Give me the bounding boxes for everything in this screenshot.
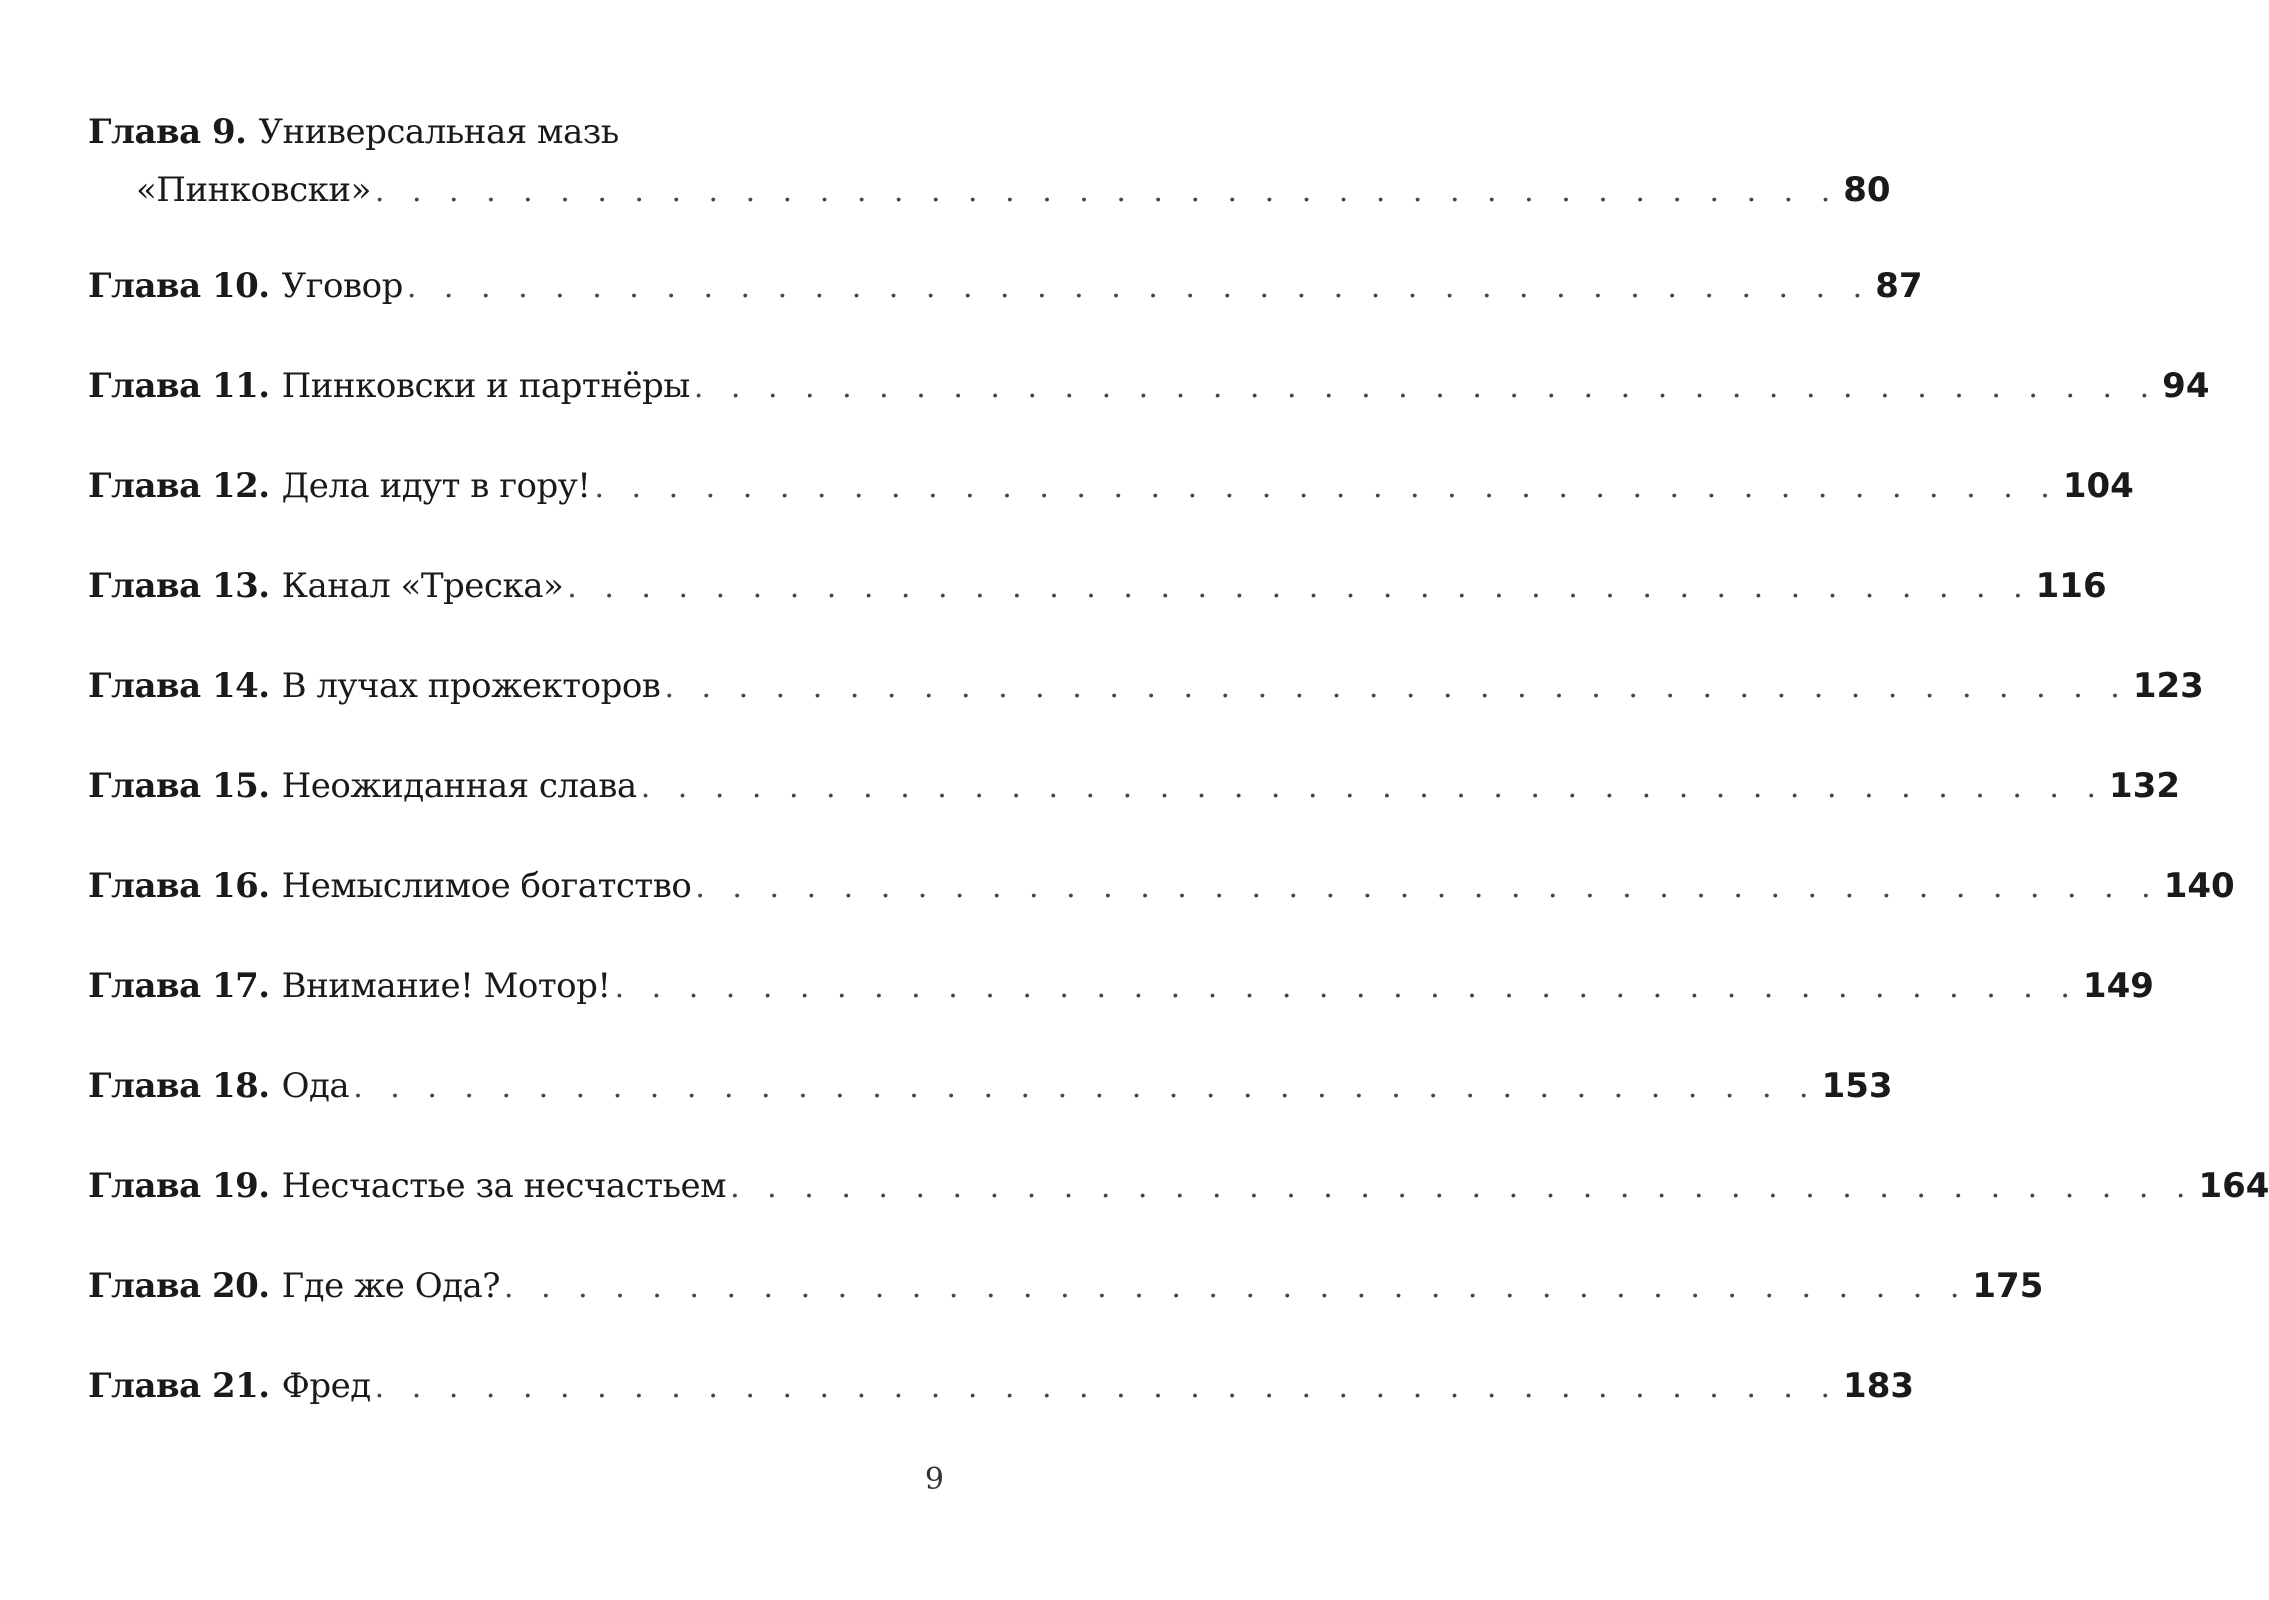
chapter-title: Универсальная мазь [258, 112, 619, 152]
page-number: 104 [2062, 466, 2134, 506]
page-number: 132 [2109, 766, 2181, 806]
dot-leader: . . . . . . . . . . . . . . . . . . . . . . . . . . . . . . . . . . . . . . . . [567, 570, 2032, 605]
chapter-number: Глава 21. [88, 1366, 270, 1406]
toc-entry [88, 466, 2134, 526]
chapter-number: Глава 12. [88, 466, 270, 506]
chapter-number: Глава 13. [88, 566, 270, 606]
chapter-number: Глава 17. [88, 966, 270, 1006]
chapter-number: Глава 19. [88, 1166, 270, 1206]
toc-entry [88, 1266, 2044, 1326]
chapter-title: Неожиданная слава [281, 766, 637, 806]
toc-entry [88, 266, 1923, 326]
page-number: 116 [2035, 566, 2107, 606]
chapter-title: Несчастье за несчастьем [281, 1166, 727, 1206]
chapter-title: Немыслимое богатство [281, 866, 692, 906]
toc-entry [88, 966, 2154, 1026]
toc-entry [88, 766, 2181, 826]
toc-entry [88, 1366, 1915, 1426]
chapter-number: Глава 9. [88, 112, 247, 152]
toc-entry [88, 366, 2210, 426]
chapter-title: Внимание! Мотор! [281, 966, 611, 1006]
page-number: 183 [1843, 1366, 1915, 1406]
page-number: 164 [2198, 1166, 2269, 1206]
toc-entry [88, 1066, 1893, 1126]
dot-leader: . . . . . . . . . . . . . . . . . . . . . . . . . . . . . . . . . . . . . . . . [406, 270, 1872, 305]
page-folio: 9 [924, 1462, 944, 1497]
toc-entry-chapter-9-continuation [136, 170, 1891, 230]
dot-leader: . . . . . . . . . . . . . . . . . . . . . . . . . . . . . . . . . . . . . . . . [640, 770, 2106, 805]
chapter-title: Фред [281, 1366, 371, 1406]
dot-leader: . . . . . . . . . . . . . . . . . . . . . . . . . . . . . . . . . . . . . . . . [614, 970, 2079, 1005]
dot-leader: . . . . . . . . . . . . . . . . . . . . . . . . . . . . . . . . . . . . . . . . [374, 1370, 1840, 1405]
page-number: 80 [1843, 170, 1891, 210]
dot-leader: . . . . . . . . . . . . . . . . . . . . . . . . . . . . . . . . . . . . . . . . [374, 174, 1840, 209]
chapter-title: Где же Ода? [281, 1266, 501, 1306]
page-number: 149 [2082, 966, 2154, 1006]
page-number: 87 [1875, 266, 1923, 306]
chapter-title: В лучах прожекторов [281, 666, 661, 706]
chapter-number: Глава 20. [88, 1266, 270, 1306]
dot-leader: . . . . . . . . . . . . . . . . . . . . . . . . . . . . . . . . . . . . . . . . [594, 470, 2059, 505]
chapter-number: Глава 11. [88, 366, 270, 406]
dot-leader: . . . . . . . . . . . . . . . . . . . . . . . . . . . . . . . . . . . . . . . . [730, 1170, 2195, 1205]
page-number: 123 [2132, 666, 2204, 706]
toc-entry [88, 1166, 2269, 1226]
chapter-number: Глава 16. [88, 866, 270, 906]
dot-leader: . . . . . . . . . . . . . . . . . . . . . . . . . . . . . . . . . . . . . . . . [693, 370, 2159, 405]
chapter-number: Глава 18. [88, 1066, 270, 1106]
dot-leader: . . . . . . . . . . . . . . . . . . . . . . . . . . . . . . . . . . . . . . . . [353, 1070, 1818, 1105]
chapter-title: Пинковски и партнёры [281, 366, 690, 406]
toc-entry [88, 866, 2235, 926]
chapter-title: Ода [281, 1066, 350, 1106]
chapter-number: Глава 10. [88, 266, 270, 306]
toc-entry [88, 566, 2107, 626]
chapter-title-continuation: «Пинковски» [136, 170, 371, 210]
dot-leader: . . . . . . . . . . . . . . . . . . . . . . . . . . . . . . . . . . . . . . . . [695, 870, 2160, 905]
chapter-title: Уговор [281, 266, 403, 306]
page-number: 153 [1821, 1066, 1893, 1106]
page-number: 175 [1972, 1266, 2044, 1306]
dot-leader: . . . . . . . . . . . . . . . . . . . . . . . . . . . . . . . . . . . . . . . . [504, 1270, 1969, 1305]
chapter-title: Канал «Треска» [281, 566, 564, 606]
page-number: 94 [2162, 366, 2210, 406]
chapter-number: Глава 15. [88, 766, 270, 806]
page-number: 140 [2163, 866, 2235, 906]
toc-entry-chapter-9 [88, 112, 619, 172]
chapter-title: Дела идут в гору! [281, 466, 591, 506]
toc-entry [88, 666, 2204, 726]
dot-leader: . . . . . . . . . . . . . . . . . . . . . . . . . . . . . . . . . . . . . . . . [664, 670, 2129, 705]
chapter-number: Глава 14. [88, 666, 270, 706]
